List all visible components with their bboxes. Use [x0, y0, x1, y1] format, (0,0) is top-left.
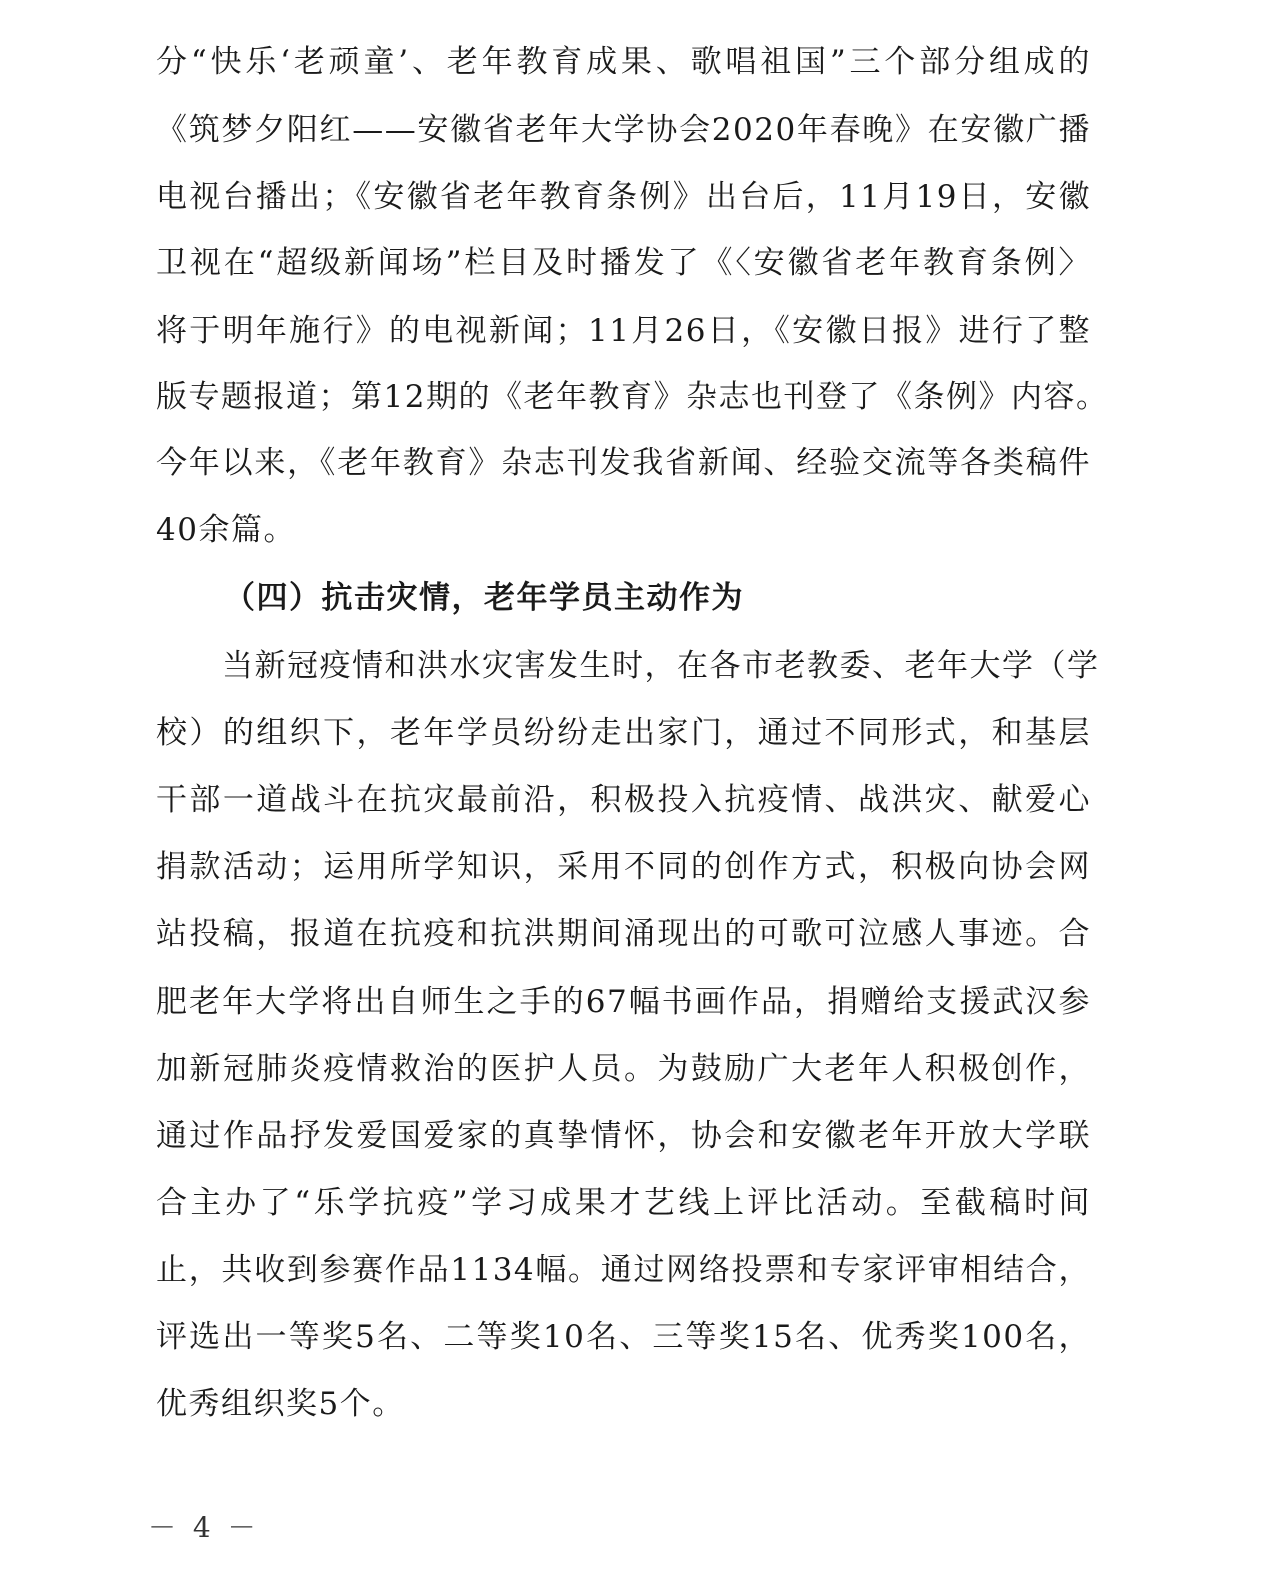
- text-line: 合主办了“乐学抗疫”学习成果才艺线上评比活动。至截稿时间: [156, 1185, 1091, 1221]
- text-line: 校）的组织下，老年学员纷纷走出家门，通过不同形式，和基层: [156, 715, 1091, 751]
- text-line: 加新冠肺炎疫情救治的医护人员。为鼓励广大老年人积极创作，: [156, 1051, 1091, 1087]
- text-line: 电视台播出；《安徽省老年教育条例》出台后，11月19日，安徽: [156, 179, 1091, 215]
- text-line: 今年以来，《老年教育》杂志刊发我省新闻、经验交流等各类稿件: [156, 445, 1091, 481]
- text-line: 捐款活动；运用所学知识，采用不同的创作方式，积极向协会网: [156, 849, 1091, 885]
- section-heading: （四）抗击灾情，老年学员主动作为: [224, 580, 744, 616]
- text-line: 通过作品抒发爱国爱家的真挚情怀，协会和安徽老年开放大学联: [156, 1118, 1091, 1154]
- text-line: 当新冠疫情和洪水灾害发生时，在各市老教委、老年大学（学: [222, 648, 1100, 684]
- text-line: 优秀组织奖5个。: [156, 1386, 405, 1422]
- text-line: 版专题报道；第12期的《老年教育》杂志也刊登了《条例》内容。: [156, 379, 1109, 415]
- text-line: 肥老年大学将出自师生之手的67幅书画作品，捐赠给支援武汉参: [156, 984, 1091, 1020]
- text-line: 站投稿，报道在抗疫和抗洪期间涌现出的可歌可泣感人事迹。合: [156, 916, 1091, 952]
- page-number: － 4 －: [148, 1511, 260, 1544]
- text-line: 将于明年施行》的电视新闻；11月26日，《安徽日报》进行了整: [156, 313, 1091, 349]
- text-line: 干部一道战斗在抗灾最前沿，积极投入抗疫情、战洪灾、献爱心: [156, 782, 1091, 818]
- text-line: 评选出一等奖5名、二等奖10名、三等奖15名、优秀奖100名，: [156, 1319, 1091, 1355]
- text-line: 分“快乐‘老顽童’、老年教育成果、歌唱祖国”三个部分组成的: [156, 44, 1091, 80]
- text-line: 40余篇。: [156, 512, 296, 548]
- text-line: 《筑梦夕阳红——安徽省老年大学协会2020年春晚》在安徽广播: [156, 112, 1091, 148]
- text-line: 卫视在“超级新闻场”栏目及时播发了《〈安徽省老年教育条例〉: [156, 245, 1091, 281]
- text-line: 止，共收到参赛作品1134幅。通过网络投票和专家评审相结合，: [156, 1252, 1091, 1288]
